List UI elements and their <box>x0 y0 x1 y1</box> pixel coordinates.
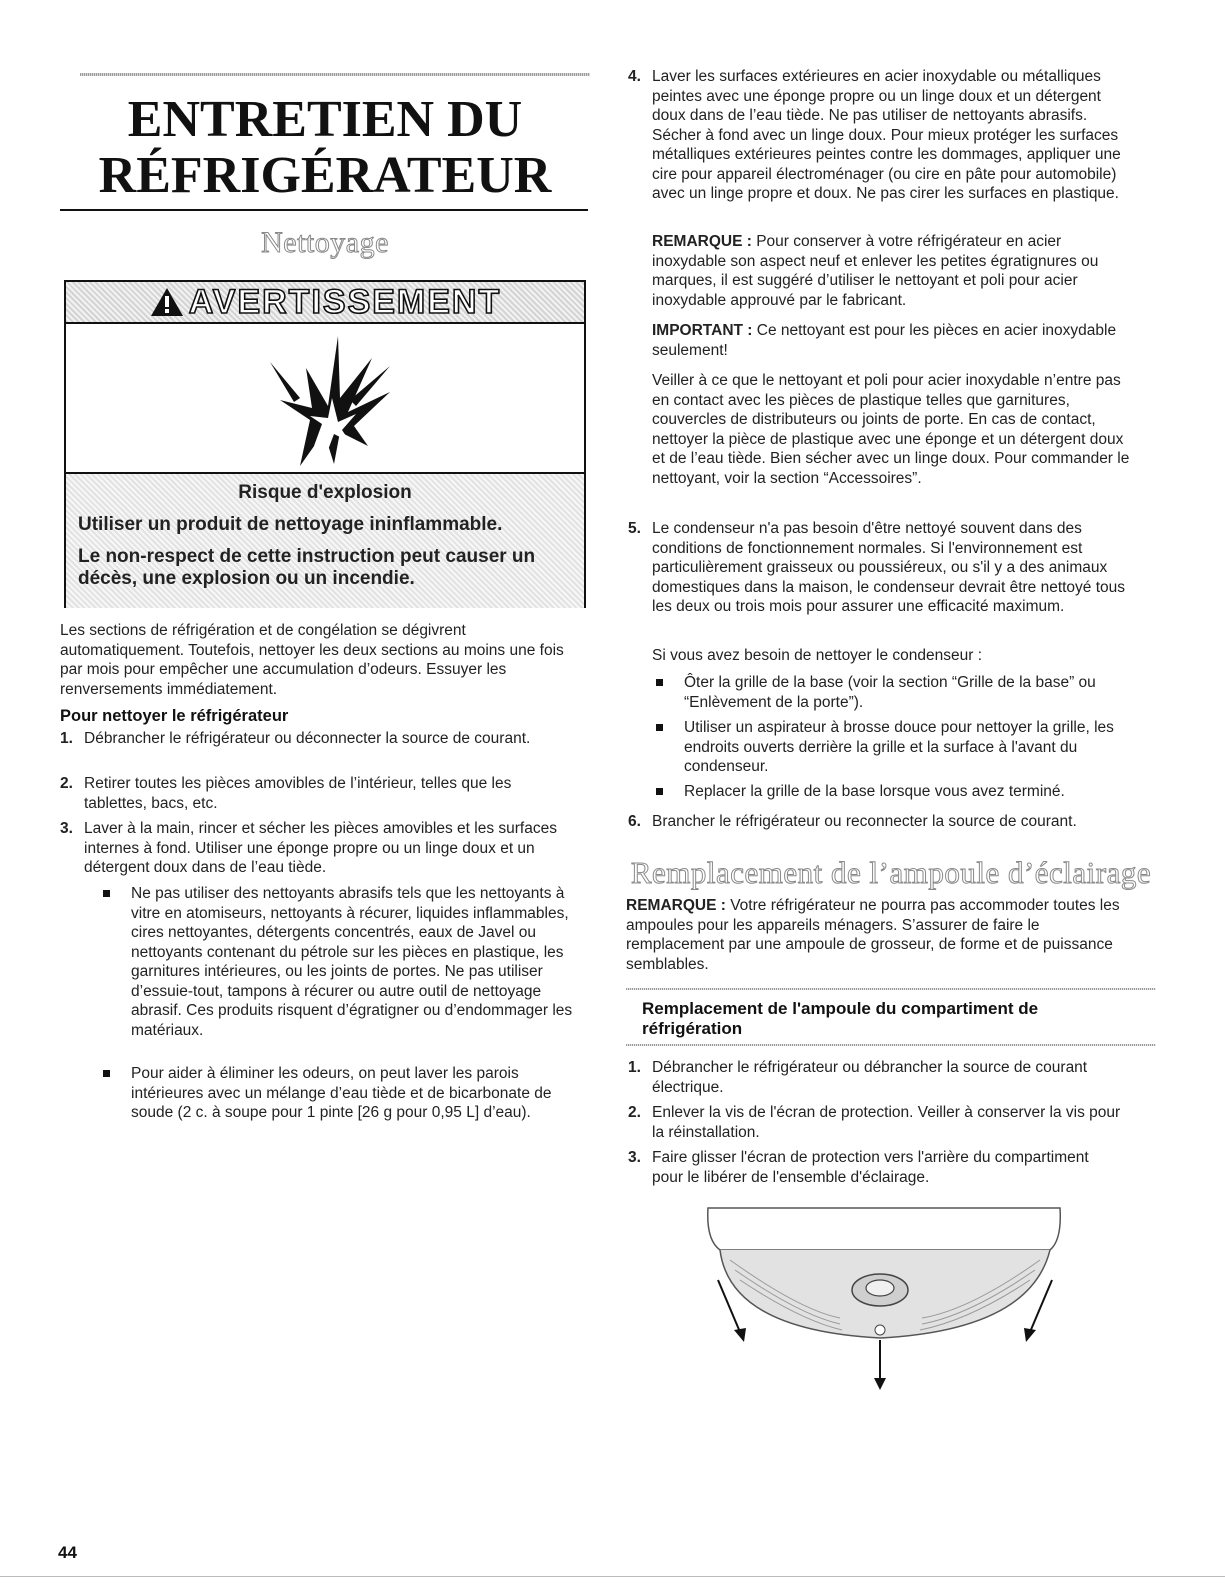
bullet-text: Ôter la grille de la base (voir la section “Grille de la base” ou “Enlèvement de la porte”). <box>684 674 1096 711</box>
important-paragraph <box>652 321 1122 360</box>
step-text: Retirer toutes les pièces amovibles de l’intérieur, telles que les tablettes, bacs, etc. <box>84 775 512 812</box>
section-heading-bulb: Remplacement de l’ampoule d’éclairage <box>630 855 1152 890</box>
page-title <box>60 92 590 204</box>
clean-step-1 <box>60 729 554 749</box>
step-text: Débrancher le réfrigérateur ou déconnecter la source de courant. <box>84 730 531 747</box>
bullet-square-icon <box>103 890 110 897</box>
bullet-square-icon <box>656 724 663 731</box>
step5-bullet-1 <box>684 673 1144 712</box>
bullet-square-icon <box>656 788 663 795</box>
caution-paragraph: Veiller à ce que le nettoyant et poli pour acier inoxydable n’entre pas en contact avec les pièces de plastique telles que garnitures, couvercles de distributeurs ou joints de porte. En cas de contact, nettoyer la pièce de plastique avec une éponge et un détergent doux et de l’eau tiède. Bien sécher avec un linge doux. Pour commander le nettoyant, voir la section “Accessoires”. <box>652 372 1130 487</box>
page-number: 44 <box>58 1543 77 1562</box>
clean-step-3 <box>60 819 569 878</box>
warning-box <box>64 280 586 608</box>
warning-instruction-2: Le non-respect de cette instruction peut causer un décès, une explosion ou un incendie. <box>78 546 536 589</box>
step-text: Débrancher le réfrigérateur ou débrancher la source de courant électrique. <box>652 1059 1088 1096</box>
title-line-2: RÉFRIGÉRATEUR <box>98 147 552 204</box>
condenser-lead: Si vous avez besoin de nettoyer le condenseur : <box>652 647 983 664</box>
bottom-rule <box>0 1576 1225 1577</box>
clean-step-6 <box>628 812 1152 832</box>
remarque-text: Pour conserver à votre réfrigérateur en acier inoxydable son aspect neuf et enlever les petites égratignures ou marques, il est suggéré d’utiliser le nettoyant et poli pour acier inoxydable approuvé par le fabricant. <box>652 233 1099 309</box>
bullet-square-icon <box>103 1070 110 1077</box>
step-number: 2. <box>628 1104 641 1121</box>
bulb-step-3 <box>628 1148 1112 1187</box>
title-line-1: ENTRETIEN DU <box>127 91 523 148</box>
bullet-text: Utiliser un aspirateur à brosse douce pour nettoyer la grille, les endroits ouverts derrière la grille et la surface à l'avant du condenseur. <box>684 719 1114 775</box>
warning-triangle-icon <box>149 286 185 318</box>
bullet-text: Ne pas utiliser des nettoyants abrasifs tels que les nettoyants à vitre en atomiseurs, nettoyants à récurer, liquides inflammables, cires nettoyantes, détergents concentrés, eaux de Javel ou nettoyants contenant du pétrole sur les pièces en plastique, les garnitures intérieures, ou les joints de portes. Ne pas utiliser d’essuie-tout, tampons à récurer ou autre outil de nettoyage abrasif. Ces produits risquent d’égratigner ou d’endommager les matériaux. <box>131 885 573 1039</box>
bulb-note-text: Votre réfrigérateur ne pourra pas accommoder toutes les ampoules pour les appareils ménagers. S’assurer de faire le remplacement par une ampoule de grosseur, de forme et de puissance semblables. <box>626 897 1120 973</box>
bulb-note-paragraph <box>626 896 1141 974</box>
step-text: Laver à la main, rincer et sécher les pièces amovibles et les surfaces internes à fond. Utiliser une éponge propre ou un linge doux et un détergent doux dans de l’eau tiède. <box>84 820 557 876</box>
step-text: Brancher le réfrigérateur ou reconnecter la source de courant. <box>652 813 1077 830</box>
important-label: IMPORTANT : <box>652 322 753 339</box>
bullet-text: Replacer la grille de la base lorsque vous avez terminé. <box>684 783 1065 800</box>
step-number: 5. <box>628 520 641 537</box>
subheading-bottom-rule <box>626 1044 1156 1046</box>
step-text: Enlever la vis de l'écran de protection. Veiller à conserver la vis pour la réinstallation. <box>652 1104 1121 1141</box>
bullet-text: Pour aider à éliminer les odeurs, on peut laver les parois intérieures avec un mélange d’eau tiède et de bicarbonate de soude (2 c. à soupe pour 1 pinte [26 g pour 0,95 L] d’eau). <box>131 1065 552 1121</box>
remarque-label: REMARQUE : <box>652 233 752 250</box>
warning-instruction-1: Utiliser un produit de nettoyage ininflammable. <box>78 514 503 535</box>
subheading-clean: Pour nettoyer le réfrigérateur <box>60 707 289 725</box>
section-heading-cleaning: Nettoyage <box>261 226 389 259</box>
remarque-paragraph <box>652 232 1134 310</box>
title-top-rule <box>80 73 590 76</box>
bullet-square-icon <box>656 679 663 686</box>
explosion-icon <box>240 328 410 468</box>
subheading-top-rule <box>626 988 1156 990</box>
title-bottom-rule <box>60 209 588 211</box>
bulb-step-2 <box>628 1103 1132 1142</box>
light-shield-illustration <box>690 1200 1080 1400</box>
step-text: Faire glisser l'écran de protection vers l'arrière du compartiment pour le libérer de l'ensemble d'éclairage. <box>652 1149 1089 1186</box>
warning-header <box>66 282 584 324</box>
clean-step-5 <box>628 519 1132 617</box>
step5-bullet-2 <box>684 718 1134 777</box>
step-number: 1. <box>60 730 73 747</box>
step-text: Laver les surfaces extérieures en acier inoxydable ou métalliques peintes avec une éponge propre ou un linge doux et un détergent doux dans de l’eau tiède. Ne pas utiliser de nettoyants abrasifs. Sécher à fond avec un linge doux. Pour mieux protéger les surfaces métalliques extérieures peintes contre les dommages, appliquer une cire pour appareil électroménager (ou cire en pâte pour automobile) avec un linge propre et doux. Ne pas cirer les surfaces en plastique. <box>652 68 1121 202</box>
step-text: Le condenseur n'a pas besoin d'être nettoyé souvent dans des conditions de fonctionnement normales. Si l'environnement est particulièrement graisseux ou poussiéreux, ou s'il y a des animaux domestiques dans la maison, le condenseur devrait être nettoyé tous les deux ou trois mois pour assurer une efficacité maximum. <box>652 520 1126 615</box>
step-number: 3. <box>60 820 73 837</box>
bulb-step-1 <box>628 1058 1112 1097</box>
step-number: 4. <box>628 68 641 85</box>
clean-step-4 <box>628 67 1137 204</box>
step3-bullet-1 <box>131 884 583 1040</box>
step-number: 3. <box>628 1149 641 1166</box>
subheading-bulb: Remplacement de l'ampoule du compartiment de réfrigération <box>642 999 1039 1038</box>
clean-step-2 <box>60 774 554 813</box>
explosion-figure <box>66 324 584 474</box>
bulb-note-label: REMARQUE : <box>626 897 726 914</box>
step3-bullet-2 <box>131 1064 571 1123</box>
warning-body <box>66 474 584 608</box>
important-text: Ce nettoyant est pour les pièces en acier inoxydable seulement! <box>652 322 1117 359</box>
intro-paragraph: Les sections de réfrigération et de congélation se dégivrent automatiquement. Toutefois, nettoyer les deux sections au moins une fois par mois pour empêcher une accumulation d’odeurs. Essuyer les renversements immédiatement. <box>60 622 564 698</box>
step-number: 2. <box>60 775 73 792</box>
step-number: 1. <box>628 1059 641 1076</box>
warning-risk: Risque d'explosion <box>238 482 412 503</box>
step5-bullet-3 <box>684 782 1144 802</box>
step-number: 6. <box>628 813 641 830</box>
warning-title: AVERTISSEMENT <box>188 282 502 321</box>
